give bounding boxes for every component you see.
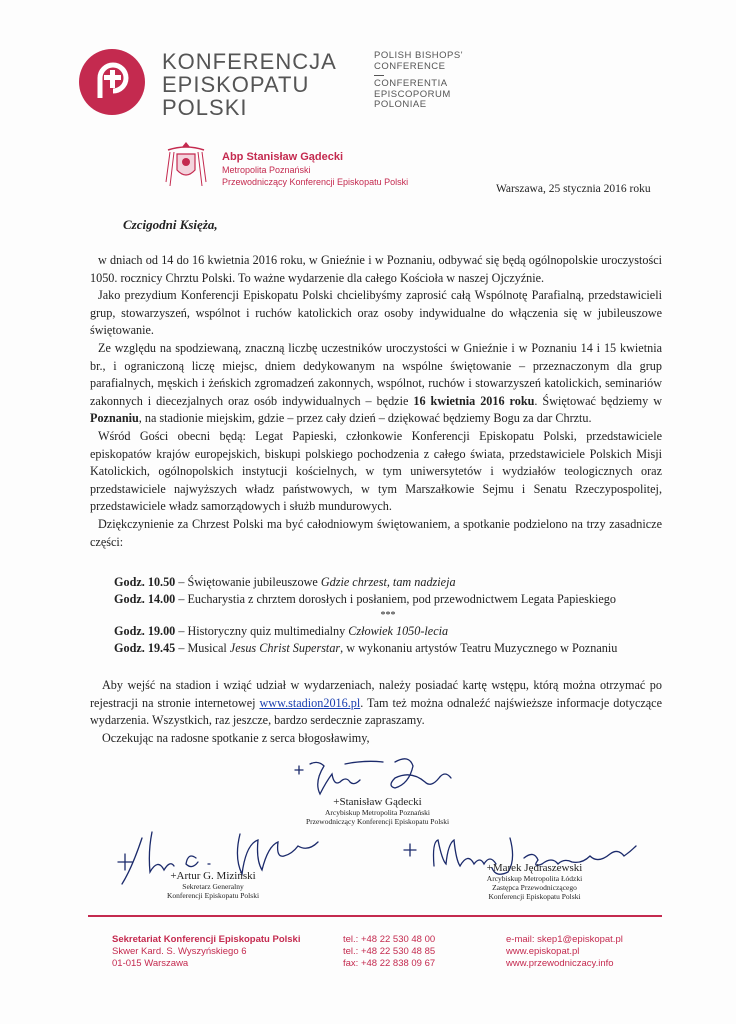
text-span: Aby wejść na stadion i wziąć udział w wydarzeniach, należy posiadać kartę wstępu, którą można otrzymać po rejestracji na stronie internetowej [90,678,662,710]
org-side-line: POLONIAE [374,99,427,110]
org-name-line: POLSKI [162,95,248,120]
footer-contact [506,934,623,970]
schedule-text: – Historyczny quiz multimedialny [175,623,349,638]
signer-role: Konferencji Episkopatu Polski [488,892,581,901]
schedule-text: – Eucharystia z chrztem dorosłych i posłaniem, pod przewodnictwem Legata Papieskiego [175,592,616,607]
signer-role: Arcybiskup Metropolita Poznański [325,808,430,817]
closing [90,677,662,747]
letter-date: Warszawa, 25 stycznia 2016 roku [496,183,651,195]
salutation: Czcigodni Księża, [123,217,218,232]
paragraph [90,340,662,428]
paragraph: Jako prezydium Konferencji Episkopatu Polski chcielibyśmy zaprosić całą Wspólnotę Parafialną, przedstawicieli grup, stowarzyszeń, wspólnot i ruchów katolickich oraz osoby indywidualne do włączenia się w jubileuszowe świętowanie. [90,288,662,338]
footer-address [112,934,300,970]
event-city: Poznaniu [90,411,139,426]
coat-of-arms-icon [164,140,208,190]
org-name [162,50,337,119]
event-date: 16 kwietnia 2016 roku [413,393,535,408]
signature-block-main [295,796,460,826]
schedule-text: – Musical [175,641,230,656]
footer-web[interactable]: www.przewodniczacy.info [506,958,614,969]
signer-role: Przewodniczący Konferencji Episkopatu Polski [305,817,450,826]
text-span: Ze względu na spodziewaną, znaczną liczbę uczestników uroczystości w Gnieźnie i w Poznaniu 14 i 15 kwietnia br., i ograniczoną liczę miejsc, dniem dedykowanym na wspólne świętowanie – przeznaczonym dla grup parafialnych, męskich i żeńskich zgromadzeń zakonnych, wspólnot, ruchów i stowarzyszeń katolickich, seminariów zakonnych i diecezjalnych oraz osób indywidualnych – będzie [90,340,662,408]
footer-tel: tel.: +48 22 530 48 85 [343,946,436,957]
org-side-names [374,51,463,111]
letter-body [90,252,662,551]
org-side-line: POLISH BISHOPS' [374,50,464,61]
footer-divider [88,915,662,917]
paragraph: Dziękczynienie za Chrzest Polski ma być całodniowym świętowaniem, a spotkanie podzielono na trzy zasadnicze części: [90,516,662,549]
schedule-title: Gdzie chrzest, tam nadzieja [320,575,456,589]
signer-role: Zastępca Przewodniczącego [492,883,577,892]
schedule-title: Człowiek 1050-lecia [348,623,449,638]
signature-block-right [452,862,617,901]
footer-city: 01-015 Warszawa [112,958,189,969]
schedule-item [114,640,662,657]
footer-tel: tel.: +48 22 530 48 00 [343,934,436,945]
org-side-line: CONFERENTIA [374,78,448,89]
footer-office: Sekretariat Konferencji Episkopatu Polski [112,934,301,945]
paragraph [90,677,662,730]
footer-email[interactable]: e-mail: skep1@episkopat.pl [506,934,623,945]
schedule-time: Godz. 19.00 [114,623,176,638]
schedule-time: Godz. 19.45 [114,641,176,656]
schedule-title: Jesus Christ Superstar [229,641,341,656]
schedule-item [114,591,662,608]
kep-logo-icon [78,48,146,116]
footer-phones [343,934,435,970]
org-side-line: CONFERENCE [374,60,446,72]
footer-street: Skwer Kard. S. Wyszyńskiego 6 [112,946,247,957]
schedule [114,574,662,658]
signer-role: Sekretarz Generalny [182,882,244,891]
schedule-time: Godz. 10.50 [114,575,176,589]
org-side-line: EPISCOPORUM [374,88,451,100]
divider [374,75,384,76]
signature-gadecki [285,752,485,800]
signer-name: +Stanisław Gądecki [333,796,422,808]
sender-role: Metropolita Poznański [222,165,311,175]
paragraph: Oczekując na radosne spotkanie z serca błogosławimy, [102,730,370,745]
org-name-line: KONFERENCJA [162,49,337,74]
schedule-text: , w wykonaniu artystów Teatru Muzycznego w Poznaniu [340,641,618,656]
schedule-item [114,623,662,640]
sender-role: Przewodniczący Konferencji Episkopatu Polski [222,177,409,187]
separator: *** [380,609,396,621]
signer-role: Konferencji Episkopatu Polski [166,891,260,900]
signature-block-left [148,870,278,900]
paragraph: Wśród Gości obecni będą: Legat Papieski, członkowie Konferencji Episkopatu Polski, przedstawiciele episkopatów krajów europejskich, biskupi polskiego pochodzenia z całego świata, przedstawiciele Polskich Misji Katolickich, ogólnopolskich instytucji kościelnych, w tym uniwersytetów i wydziałów teologicznych oraz przedstawiciele najwyższych władz państwowych, w tym Marszałkowie Sejmu i Senatu Rzeczypospolitej, przedstawiciele władz samorządowych i służb mundurowych. [90,428,662,514]
footer-fax: fax: +48 22 838 09 67 [343,958,436,969]
paragraph: w dniach od 14 do 16 kwietnia 2016 roku, w Gnieźnie i w Poznaniu, odbywać się będą ogólnopolskie uroczystości 1050. rocznicy Chrztu Polski. To ważne wydarzenie dla całego Kościoła w naszej Ojczyźnie. [90,253,662,285]
text-span: . Tam też można odnaleźć najświeższe informacje dotyczące wydarzenia. Wszystkich, raz jeszcze, bardzo serdecznie zapraszamy. [90,695,662,728]
schedule-time: Godz. 14.00 [114,592,176,607]
schedule-item [114,574,662,591]
signer-name: +Artur G. Miziński [170,870,256,882]
signer-name: +Marek Jędraszewski [486,862,583,874]
registration-link[interactable]: www.stadion2016.pl [259,695,361,710]
footer-web[interactable]: www.episkopat.pl [506,946,580,957]
schedule-text: – Świętowanie jubileuszowe [175,575,321,589]
sender-name: Abp Stanisław Gądecki [222,151,344,163]
text-span: . Świętować będziemy w [534,393,663,408]
text-span: , na stadionie miejskim, gdzie – przez cały dzień – dziękować będziemy Bogu za dar Chrztu. [138,411,592,426]
org-name-line: EPISKOPATU [162,72,310,97]
sender-block [222,150,408,188]
signer-role: Arcybiskup Metropolita Łódzki [486,874,583,883]
